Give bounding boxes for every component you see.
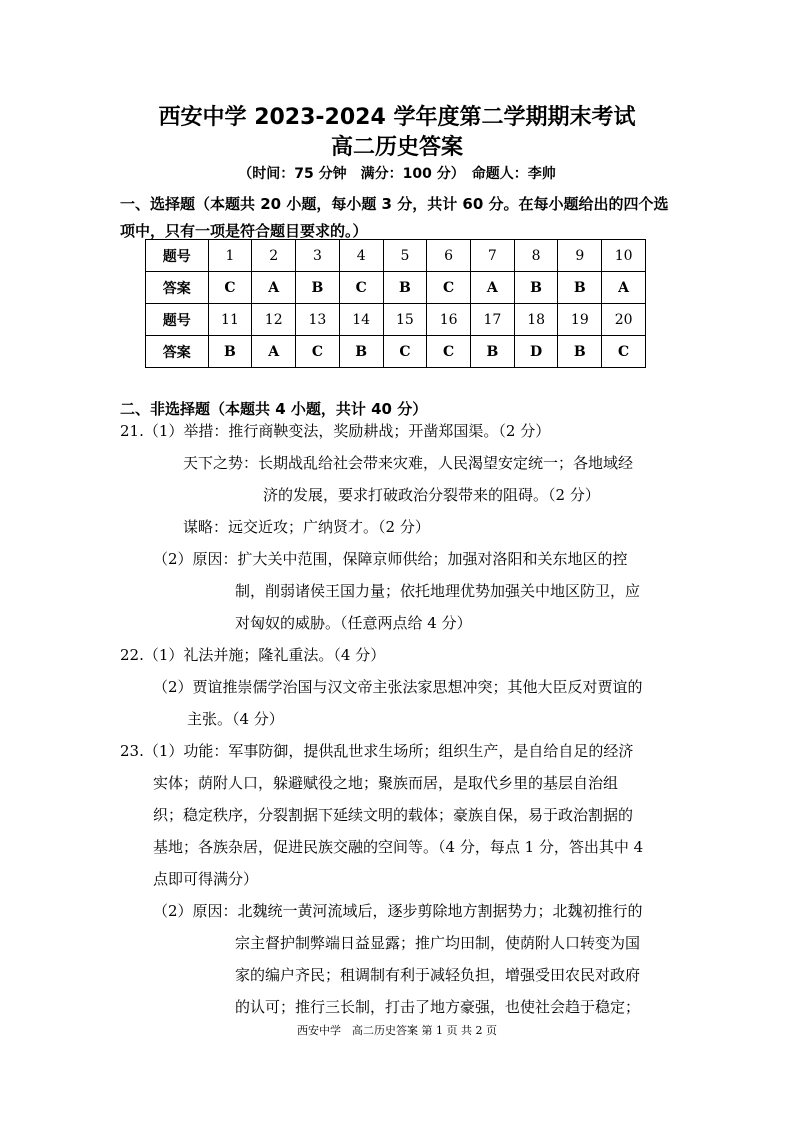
- answer-line: 点即可得满分）: [153, 870, 259, 888]
- answer-line: 天下之势：长期战乱给社会带来灾难，人民渴望安定统一；各地域经: [183, 454, 634, 472]
- answer-line: （2）原因：扩大关中范围，保障京师供给；加强对洛阳和关东地区的控: [153, 550, 628, 568]
- answer-cell: D: [514, 336, 558, 368]
- answer-cell: B: [383, 272, 427, 304]
- answer-label: 答案: [146, 272, 209, 304]
- answer-cell: C: [296, 336, 340, 368]
- answer-line: 家的编户齐民；租调制有利于减轻负担，增强受田农民对政府: [235, 966, 641, 984]
- answer-row: [146, 336, 646, 368]
- question-number: 12: [252, 304, 296, 336]
- question-number: 20: [602, 304, 646, 336]
- answer-line: （2）贾谊推崇儒学治国与汉文帝主张法家思想冲突；其他大臣反对贾谊的: [153, 678, 643, 696]
- answer-line: 宗主督护制弊端日益显露；推广均田制，使荫附人口转变为国: [235, 934, 641, 952]
- answer-cell: A: [471, 272, 515, 304]
- answer-line: 主张。（4 分）: [187, 710, 284, 728]
- question-number: 5: [383, 240, 427, 272]
- question-number: 2: [252, 240, 296, 272]
- question-number-row: [146, 240, 646, 272]
- answer-cell: A: [602, 272, 646, 304]
- question-number: 7: [471, 240, 515, 272]
- question-number: 15: [383, 304, 427, 336]
- answer-cell: C: [208, 272, 252, 304]
- answer-line: 制，削弱诸侯王国力量；依托地理优势加强关中地区防卫，应: [235, 582, 641, 600]
- question-number: 3: [296, 240, 340, 272]
- answer-line: （2）原因：北魏统一黄河流域后，逐步剪除地方割据势力；北魏初推行的: [153, 902, 643, 920]
- answer-cell: A: [252, 336, 296, 368]
- question-number: 11: [208, 304, 252, 336]
- document-title: 西安中学 2023-2024 学年度第二学期期末考试: [158, 105, 636, 130]
- answer-row: [146, 272, 646, 304]
- answer-cell: B: [208, 336, 252, 368]
- answer-line: 织；稳定秩序，分裂割据下延续文明的载体；豪族自保，易于政治割据的: [153, 806, 634, 824]
- answer-cell: C: [339, 272, 383, 304]
- question-number: 1: [208, 240, 252, 272]
- answer-line: 基地；各族杂居，促进民族交融的空间等。（4 分，每点 1 分，答出其中 4: [153, 838, 644, 856]
- question-number: 13: [296, 304, 340, 336]
- answer-line: 22.（1）礼法并施；隆礼重法。（4 分）: [120, 646, 386, 664]
- question-label: 题号: [146, 304, 209, 336]
- answer-cell: B: [296, 272, 340, 304]
- question-number: 4: [339, 240, 383, 272]
- question-number: 6: [427, 240, 471, 272]
- question-label: 题号: [146, 240, 209, 272]
- answer-line: 对匈奴的威胁。（任意两点给 4 分）: [235, 614, 472, 632]
- page-footer: 西安中学 高二历史答案 第 1 页 共 2 页: [297, 1024, 497, 1037]
- document-subtitle: 高二历史答案: [330, 135, 463, 160]
- answer-line: 谋略：远交近攻；广纳贤才。（2 分）: [183, 518, 430, 536]
- question-number: 16: [427, 304, 471, 336]
- question-number: 8: [514, 240, 558, 272]
- answer-cell: B: [558, 336, 602, 368]
- answer-line: 济的发展，要求打破政治分裂带来的阻碍。（2 分）: [263, 486, 600, 504]
- answer-table: [145, 239, 646, 368]
- answer-cell: C: [427, 272, 471, 304]
- answer-cell: B: [514, 272, 558, 304]
- answer-line: 23.（1）功能：军事防御，提供乱世求生场所；组织生产，是自给自足的经济: [120, 742, 634, 760]
- answer-cell: C: [383, 336, 427, 368]
- section1-heading: 一、选择题（本题共 20 小题，每小题 3 分，共计 60 分。在每小题给出的四个选项中，只有一项是符合题目要求的。）: [120, 195, 669, 240]
- answer-line: 实体；荫附人口，躲避赋役之地；聚族而居，是取代乡里的基层自治组: [153, 774, 619, 792]
- answer-cell: B: [339, 336, 383, 368]
- question-number: 10: [602, 240, 646, 272]
- answer-cell: B: [471, 336, 515, 368]
- answer-cell: C: [427, 336, 471, 368]
- question-number: 9: [558, 240, 602, 272]
- question-number: 14: [339, 304, 383, 336]
- answer-label: 答案: [146, 336, 209, 368]
- exam-meta: （时间：75 分钟 满分：100 分） 命题人：李帅: [238, 166, 556, 182]
- answer-cell: C: [602, 336, 646, 368]
- question-number: 17: [471, 304, 515, 336]
- answer-line: 的认可；推行三长制，打击了地方豪强，也使社会趋于稳定；: [235, 998, 641, 1016]
- section2-heading: 二、非选择题（本题共 4 小题，共计 40 分）: [120, 400, 428, 418]
- answer-line: 21.（1）举措：推行商鞅变法，奖励耕战；开凿郑国渠。（2 分）: [120, 422, 551, 440]
- answer-cell: B: [558, 272, 602, 304]
- question-number: 18: [514, 304, 558, 336]
- question-number-row: [146, 304, 646, 336]
- answer-cell: A: [252, 272, 296, 304]
- question-number: 19: [558, 304, 602, 336]
